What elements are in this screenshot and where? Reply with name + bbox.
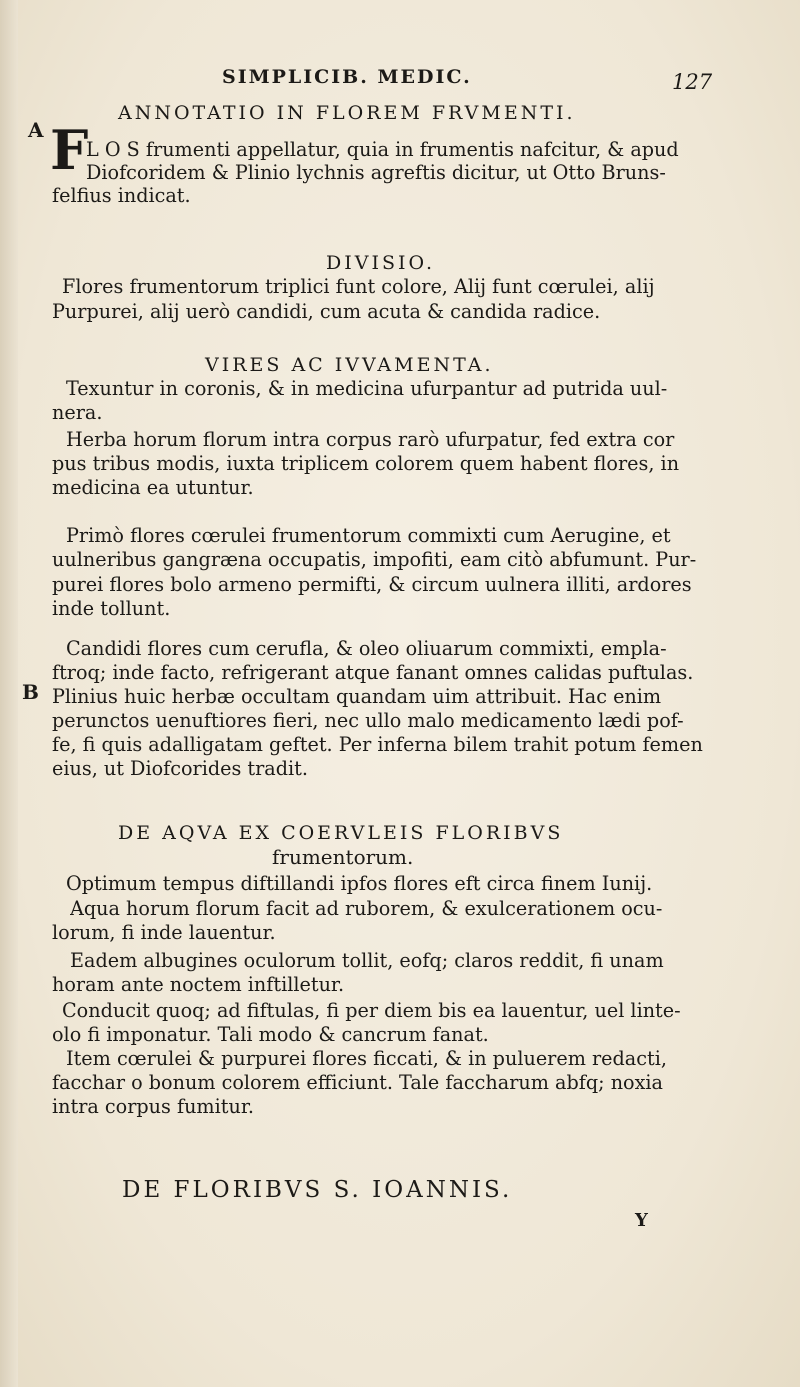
text-line: eius, ut Diofcorides tradit. [52,757,308,780]
section-heading-4-sub: frumentorum. [272,845,414,869]
text-line: L O S frumenti appellatur, quia in frumentis nafcitur, & apud [86,138,679,161]
text-line: olo fi imponatur. Tali modo & cancrum fanat. [52,1023,489,1046]
text-line: Diofcoridem & Plinio lychnis agreftis dicitur, ut Otto Bruns- [86,161,666,184]
text-line: Item cœrulei & purpurei flores ficcati, & in puluerem redacti, [66,1047,667,1070]
text-line: ftroq; inde facto, refrigerant atque fanant omnes calidas puftulas. [52,661,694,684]
page-number: 127 [672,70,713,94]
section-heading-4: DE AQVA EX COERVLEIS FLORIBVS [118,822,564,844]
text-line: Aqua horum florum facit ad ruborem, & exulcerationem ocu- [70,897,663,920]
text-line: nera. [52,401,103,424]
text-line: facchar o bonum colorem efficiunt. Tale faccharum abfq; noxia [52,1071,664,1094]
text-line: medicina ea utuntur. [52,476,254,499]
margin-letter-a: A [28,118,44,142]
text-line: purei flores bolo armeno permifti, & circum uulnera illiti, ardores [52,573,692,596]
text-line: Primò flores cœrulei frumentorum commixti cum Aerugine, et [66,524,671,547]
text-line: fe, fi quis adalligatam geftet. Per inferna bilem trahit potum femen [52,733,703,756]
signature-mark: Y [635,1210,648,1231]
text-line: uulneribus gangræna occupatis, impofiti, eam citò abfumunt. Pur- [52,548,697,571]
text-line: horam ante noctem inftilletur. [52,973,345,996]
text-line: Plinius huic herbæ occultam quandam uim attribuit. Hac enim [52,685,662,708]
text-line: Candidi flores cum cerufla, & oleo oliuarum commixti, empla- [66,637,667,660]
page-edge [0,0,18,1387]
section-heading-1: ANNOTATIO IN FLOREM FRVMENTI. [118,102,576,124]
running-head: SIMPLICIB. MEDIC. [222,66,472,88]
text-line: Herba horum florum intra corpus rarò ufurpatur, fed extra cor [66,428,675,451]
text-line: Conducit quoq; ad fiftulas, fi per diem bis ea lauentur, uel linte- [62,999,681,1022]
text-line: Optimum tempus diftillandi ipfos flores eft circa finem Iunij. [66,872,653,895]
text-line: inde tollunt. [52,597,171,620]
section-heading-3: VIRES AC IVVAMENTA. [205,354,494,376]
margin-letter-b: B [22,680,39,704]
section-heading-5: DE FLORIBVS S. IOANNIS. [122,1177,513,1203]
text-line: perunctos uenuftiores fieri, nec ullo malo medicamento lædi pof- [52,709,684,732]
text-line: Eadem albugines oculorum tollit, eofq; claros reddit, fi unam [70,949,664,972]
text-line: felfius indicat. [52,184,191,207]
text-line: lorum, fi inde lauentur. [52,921,276,944]
text-line: Flores frumentorum triplici funt colore, Alij funt cœrulei, alij [62,275,655,298]
drop-cap: F [50,118,89,182]
text-line: Texuntur in coronis, & in medicina ufurpantur ad putrida uul- [66,377,668,400]
section-heading-2: DIVISIO. [326,252,435,274]
text-line: Purpurei, alij uerò candidi, cum acuta & candida radice. [52,300,601,323]
text-line: intra corpus fumitur. [52,1095,254,1118]
text-line: pus tribus modis, iuxta triplicem colorem quem habent flores, in [52,452,680,475]
